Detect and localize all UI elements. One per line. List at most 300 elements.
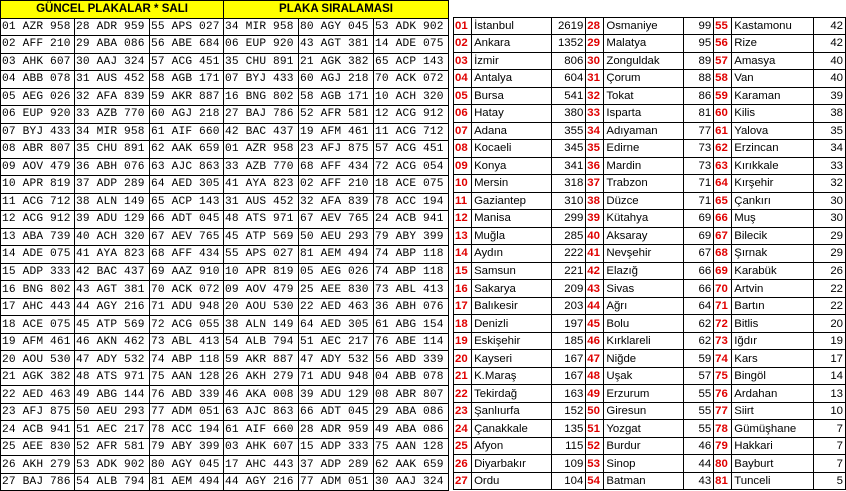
city-count: 152 (551, 402, 585, 420)
rank-number: 24 (454, 420, 472, 438)
rank-number: 56 (714, 35, 732, 53)
city-name: Diyarbakır (472, 455, 552, 473)
plate-cell: 24 ACB 941 (374, 211, 449, 229)
city-name: Elazığ (604, 262, 684, 280)
city-name: Düzce (604, 192, 684, 210)
city-count: 135 (551, 420, 585, 438)
plate-cell: 11 ACG 712 (374, 123, 449, 141)
plate-cell: 48 ATS 971 (75, 368, 150, 386)
plate-cell: 42 BAC 437 (224, 123, 299, 141)
plate-cell: 72 ACG 054 (374, 158, 449, 176)
city-name: Erzincan (732, 140, 814, 158)
city-count: 66 (684, 262, 714, 280)
plate-cell: 75 AAN 128 (374, 438, 449, 456)
city-count: 221 (551, 262, 585, 280)
rank-number: 09 (454, 157, 472, 175)
city-name: Kocaeli (472, 140, 552, 158)
city-count: 29 (814, 227, 846, 245)
plate-cell: 11 ACG 712 (1, 193, 75, 211)
rank-number: 03 (454, 52, 472, 70)
city-count: 5 (814, 472, 846, 490)
plate-cell: 23 AFJ 875 (1, 403, 75, 421)
plate-cell: 66 ADT 045 (150, 211, 224, 229)
city-name: Mardin (604, 157, 684, 175)
city-count: 30 (814, 192, 846, 210)
city-count: 73 (684, 140, 714, 158)
city-count: 222 (551, 245, 585, 263)
plate-row (1, 403, 449, 421)
rank-number: 77 (714, 402, 732, 420)
rank-number: 40 (586, 227, 604, 245)
city-count: 57 (684, 367, 714, 385)
city-count: 38 (814, 105, 846, 123)
plate-cell: 42 BAC 437 (75, 263, 150, 281)
plate-cell: 22 AED 463 (299, 298, 374, 316)
city-count: 95 (684, 35, 714, 53)
rank-number: 04 (454, 70, 472, 88)
city-count: 71 (684, 175, 714, 193)
rank-number: 27 (454, 472, 472, 490)
city-ranking-row (454, 455, 846, 473)
city-count: 345 (551, 140, 585, 158)
city-name: Yozgat (604, 420, 684, 438)
rank-number: 29 (586, 35, 604, 53)
plate-cell: 67 AEV 765 (150, 228, 224, 246)
rank-number: 55 (714, 17, 732, 35)
city-ranking-row (454, 227, 846, 245)
plate-cell: 10 APR 819 (224, 263, 299, 281)
plate-cell: 12 ACG 912 (1, 211, 75, 229)
city-ranking-row (454, 35, 846, 53)
plate-cell: 28 ADR 959 (299, 421, 374, 439)
city-name: Manisa (472, 210, 552, 228)
plate-cell: 77 ADM 051 (150, 403, 224, 421)
plate-cell: 78 ACC 194 (150, 421, 224, 439)
city-count: 62 (684, 315, 714, 333)
plate-cell: 59 AKR 887 (224, 351, 299, 369)
plate-cell: 33 AZB 770 (224, 158, 299, 176)
plate-cell: 56 ABD 339 (374, 351, 449, 369)
plate-cell: 04 ABB 078 (374, 368, 449, 386)
city-ranking-row (454, 332, 846, 350)
city-ranking-row (454, 210, 846, 228)
city-name: Ankara (472, 35, 552, 53)
plate-row (1, 88, 449, 106)
plate-cell: 50 AEU 293 (75, 403, 150, 421)
city-ranking-row (454, 315, 846, 333)
plate-cell: 40 ACH 320 (75, 228, 150, 246)
city-count: 318 (551, 175, 585, 193)
plate-row (1, 456, 449, 474)
rank-number: 25 (454, 437, 472, 455)
plate-cell: 76 ABD 339 (150, 386, 224, 404)
plate-row (1, 123, 449, 141)
rank-number: 10 (454, 175, 472, 193)
city-name: Sinop (604, 455, 684, 473)
rank-number: 17 (454, 297, 472, 315)
plate-cell: 17 AHC 443 (224, 456, 299, 474)
city-name: Sakarya (472, 280, 552, 298)
city-name: Gaziantep (472, 192, 552, 210)
city-name: Kastamonu (732, 17, 814, 35)
plate-cell: 80 AGY 045 (299, 18, 374, 36)
plate-cell: 58 AGB 171 (299, 88, 374, 106)
city-count: 299 (551, 210, 585, 228)
rank-number: 38 (586, 192, 604, 210)
city-name: Artvin (732, 280, 814, 298)
plate-cell: 27 BAJ 786 (224, 106, 299, 124)
plate-cell: 56 ABE 684 (150, 36, 224, 54)
city-name: İstanbul (472, 17, 552, 35)
plate-cell: 62 AAK 659 (374, 456, 449, 474)
city-name: Muğla (472, 227, 552, 245)
city-name: Erzurum (604, 385, 684, 403)
city-name: Bartın (732, 297, 814, 315)
plate-cell: 15 ADP 333 (1, 263, 75, 281)
city-name: Kırıkkale (732, 157, 814, 175)
rank-number: 79 (714, 437, 732, 455)
rank-number: 71 (714, 297, 732, 315)
plate-cell: 64 AED 305 (299, 316, 374, 334)
city-ranking-row (454, 157, 846, 175)
plate-cell: 69 AAZ 910 (150, 263, 224, 281)
plate-cell: 68 AFF 434 (299, 158, 374, 176)
plate-cell: 64 AED 305 (150, 176, 224, 194)
plate-cell: 46 AKN 462 (75, 333, 150, 351)
plate-cell: 32 AFA 839 (75, 88, 150, 106)
city-name: Şırnak (732, 245, 814, 263)
city-count: 1352 (551, 35, 585, 53)
plate-cell: 05 AEG 026 (1, 88, 75, 106)
city-name: Trabzon (604, 175, 684, 193)
city-ranking-row (454, 472, 846, 490)
city-ranking-row (454, 140, 846, 158)
plate-cell: 15 ADP 333 (299, 438, 374, 456)
plate-cell: 26 AKH 279 (224, 368, 299, 386)
plate-row (1, 36, 449, 54)
plate-row (1, 158, 449, 176)
plate-cell: 36 ABH 076 (374, 298, 449, 316)
city-ranking-row (454, 192, 846, 210)
city-count: 185 (551, 332, 585, 350)
city-name: Ardahan (732, 385, 814, 403)
city-count: 13 (814, 385, 846, 403)
plate-cell: 41 AYA 823 (75, 246, 150, 264)
rank-number: 54 (586, 472, 604, 490)
city-count: 7 (814, 437, 846, 455)
city-count: 355 (551, 122, 585, 140)
city-ranking-table (453, 0, 846, 490)
city-ranking-row (454, 280, 846, 298)
plate-cell: 28 ADR 959 (75, 18, 150, 36)
plate-row (1, 333, 449, 351)
city-count: 22 (814, 297, 846, 315)
city-name: Amasya (732, 52, 814, 70)
city-name: Samsun (472, 262, 552, 280)
plate-cell: 17 AHC 443 (1, 298, 75, 316)
city-name: Eskişehir (472, 332, 552, 350)
city-ranking-row (454, 420, 846, 438)
plate-cell: 48 ATS 971 (224, 211, 299, 229)
plate-cell: 38 ALN 149 (75, 193, 150, 211)
city-count: 285 (551, 227, 585, 245)
city-count: 197 (551, 315, 585, 333)
city-name: Iğdır (732, 332, 814, 350)
city-name: Burdur (604, 437, 684, 455)
city-ranking-row (454, 367, 846, 385)
city-name: Karaman (732, 87, 814, 105)
plate-cell: 74 ABP 118 (150, 351, 224, 369)
plate-cell: 31 AUS 452 (75, 71, 150, 89)
plate-cell: 08 ABR 807 (1, 141, 75, 159)
city-count: 59 (684, 350, 714, 368)
plate-cell: 81 AEM 494 (150, 473, 224, 491)
city-ranking-row (454, 350, 846, 368)
plate-cell: 02 AFF 210 (1, 36, 75, 54)
rank-number: 35 (586, 140, 604, 158)
plate-row (1, 298, 449, 316)
plate-row (1, 316, 449, 334)
plate-cell: 46 AKA 008 (224, 386, 299, 404)
rank-number: 70 (714, 280, 732, 298)
city-count: 39 (814, 87, 846, 105)
city-count: 46 (684, 437, 714, 455)
city-name: Sivas (604, 280, 684, 298)
city-name: Tokat (604, 87, 684, 105)
plate-cell: 03 AHK 607 (1, 53, 75, 71)
city-count: 115 (551, 437, 585, 455)
plate-cell: 47 ADY 532 (299, 351, 374, 369)
city-name: Bayburt (732, 455, 814, 473)
plate-row (1, 193, 449, 211)
plate-cell: 19 AFM 461 (299, 123, 374, 141)
city-name: Antalya (472, 70, 552, 88)
plate-cell: 27 BAJ 786 (1, 473, 75, 491)
plate-cell: 71 ADU 948 (299, 368, 374, 386)
city-count: 42 (814, 35, 846, 53)
rank-number: 20 (454, 350, 472, 368)
city-name: Bilecik (732, 227, 814, 245)
city-name: Muş (732, 210, 814, 228)
city-count: 35 (814, 122, 846, 140)
city-name: Adana (472, 122, 552, 140)
plate-cell: 06 EUP 920 (224, 36, 299, 54)
plate-cell: 06 EUP 920 (1, 106, 75, 124)
city-count: 806 (551, 52, 585, 70)
plate-row (1, 18, 449, 36)
rank-number: 68 (714, 245, 732, 263)
rank-number: 14 (454, 245, 472, 263)
plate-row (1, 421, 449, 439)
rank-number: 52 (586, 437, 604, 455)
rank-number: 22 (454, 385, 472, 403)
rank-number: 73 (714, 332, 732, 350)
rank-number: 23 (454, 402, 472, 420)
city-count: 40 (814, 70, 846, 88)
plate-cell: 65 ACP 143 (374, 53, 449, 71)
plate-cell: 39 ADU 129 (299, 386, 374, 404)
city-name: Aydın (472, 245, 552, 263)
plate-cell: 61 AIF 660 (150, 123, 224, 141)
rank-number: 36 (586, 157, 604, 175)
plate-row (1, 246, 449, 264)
plate-cell: 54 ALB 794 (224, 333, 299, 351)
city-name: Ağrı (604, 297, 684, 315)
city-count: 203 (551, 297, 585, 315)
city-name: Hatay (472, 105, 552, 123)
rank-number: 80 (714, 455, 732, 473)
city-name: Malatya (604, 35, 684, 53)
rank-number: 13 (454, 227, 472, 245)
rank-number: 62 (714, 140, 732, 158)
rank-number: 43 (586, 280, 604, 298)
rank-number: 18 (454, 315, 472, 333)
plate-cell: 77 ADM 051 (299, 473, 374, 491)
rank-number: 78 (714, 420, 732, 438)
plate-cell: 47 ADY 532 (75, 351, 150, 369)
plate-cell: 19 AFM 461 (1, 333, 75, 351)
plate-cell: 20 AOU 530 (224, 298, 299, 316)
plate-cell: 57 ACG 451 (150, 53, 224, 71)
plate-ranking-header: PLAKA SIRALAMASI (224, 1, 449, 19)
rank-number: 66 (714, 210, 732, 228)
city-name: Hakkari (732, 437, 814, 455)
rank-number: 74 (714, 350, 732, 368)
plate-cell: 01 AZR 958 (1, 18, 75, 36)
plate-cell: 60 AGJ 218 (299, 71, 374, 89)
city-name: Çorum (604, 70, 684, 88)
plate-row (1, 176, 449, 194)
plate-cell: 49 ABG 144 (75, 386, 150, 404)
rank-number: 31 (586, 70, 604, 88)
plate-cell: 59 AKR 887 (150, 88, 224, 106)
plate-cell: 22 AED 463 (1, 386, 75, 404)
plate-row (1, 228, 449, 246)
plate-cell: 73 ABL 413 (150, 333, 224, 351)
plate-cell: 60 AGJ 218 (150, 106, 224, 124)
city-name: Zonguldak (604, 52, 684, 70)
city-name: Kırşehir (732, 175, 814, 193)
plate-cell: 10 APR 819 (1, 176, 75, 194)
rank-number: 53 (586, 455, 604, 473)
plate-cell: 31 AUS 452 (224, 193, 299, 211)
plate-cell: 33 AZB 770 (75, 106, 150, 124)
city-name: Isparta (604, 105, 684, 123)
rank-number: 37 (586, 175, 604, 193)
city-count: 17 (814, 350, 846, 368)
plate-row (1, 71, 449, 89)
rank-number: 63 (714, 157, 732, 175)
city-count: 22 (814, 280, 846, 298)
city-ranking-row (454, 122, 846, 140)
city-ranking-row (454, 297, 846, 315)
city-ranking-row (454, 105, 846, 123)
city-name: Afyon (472, 437, 552, 455)
rank-number: 32 (586, 87, 604, 105)
rank-number: 72 (714, 315, 732, 333)
rank-number: 21 (454, 367, 472, 385)
city-count: 104 (551, 472, 585, 490)
city-name: Ordu (472, 472, 552, 490)
plate-cell: 23 AFJ 875 (299, 141, 374, 159)
plate-cell: 26 AKH 279 (1, 456, 75, 474)
plate-cell: 35 CHU 891 (75, 141, 150, 159)
city-name: Batman (604, 472, 684, 490)
city-name: Edirne (604, 140, 684, 158)
city-name: Balıkesir (472, 297, 552, 315)
plate-cell: 67 AEV 765 (299, 211, 374, 229)
city-count: 14 (814, 367, 846, 385)
plate-row (1, 211, 449, 229)
city-count: 99 (684, 17, 714, 35)
plate-cell: 65 ACP 143 (150, 193, 224, 211)
plate-cell: 44 AGY 216 (224, 473, 299, 491)
plate-cell: 30 AAJ 324 (75, 53, 150, 71)
plate-cell: 55 APS 027 (224, 246, 299, 264)
city-name: Bingöl (732, 367, 814, 385)
city-count: 66 (684, 280, 714, 298)
city-ranking-row (454, 437, 846, 455)
plate-cell: 34 MIR 958 (75, 123, 150, 141)
plate-cell: 70 ACK 072 (150, 281, 224, 299)
city-name: Uşak (604, 367, 684, 385)
plate-cell: 55 APS 027 (150, 18, 224, 36)
city-count: 341 (551, 157, 585, 175)
rank-number: 57 (714, 52, 732, 70)
city-name: Kars (732, 350, 814, 368)
city-name: Çanakkale (472, 420, 552, 438)
plate-row (1, 438, 449, 456)
rank-number: 46 (586, 332, 604, 350)
city-name: Mersin (472, 175, 552, 193)
city-count: 64 (684, 297, 714, 315)
city-name: Bitlis (732, 315, 814, 333)
plate-cell: 36 ABH 076 (75, 158, 150, 176)
rank-number: 26 (454, 455, 472, 473)
city-ranking-row (454, 17, 846, 35)
city-name: Yalova (732, 122, 814, 140)
plate-cell: 02 AFF 210 (299, 176, 374, 194)
rank-number: 39 (586, 210, 604, 228)
city-name: Tunceli (732, 472, 814, 490)
city-name: Bolu (604, 315, 684, 333)
plate-cell: 81 AEM 494 (299, 246, 374, 264)
plate-cell: 09 AOV 479 (224, 281, 299, 299)
plate-row (1, 351, 449, 369)
city-count: 67 (684, 245, 714, 263)
plate-cell: 03 AHK 607 (224, 438, 299, 456)
plate-cell: 09 AOV 479 (1, 158, 75, 176)
plate-row (1, 281, 449, 299)
city-count: 34 (814, 140, 846, 158)
rank-number: 08 (454, 140, 472, 158)
rank-number: 61 (714, 122, 732, 140)
plate-cell: 51 AEC 217 (75, 421, 150, 439)
city-count: 209 (551, 280, 585, 298)
city-count: 167 (551, 350, 585, 368)
plate-cell: 08 ABR 807 (374, 386, 449, 404)
city-name: Çankırı (732, 192, 814, 210)
plate-cell: 20 AOU 530 (1, 351, 75, 369)
plate-cell: 70 ACK 072 (374, 71, 449, 89)
plate-cell: 39 ADU 129 (75, 211, 150, 229)
plate-cell: 07 BYJ 433 (224, 71, 299, 89)
city-ranking-row (454, 87, 846, 105)
city-ranking-body (454, 0, 846, 490)
city-name: Niğde (604, 350, 684, 368)
rank-number: 07 (454, 122, 472, 140)
rank-number: 48 (586, 367, 604, 385)
